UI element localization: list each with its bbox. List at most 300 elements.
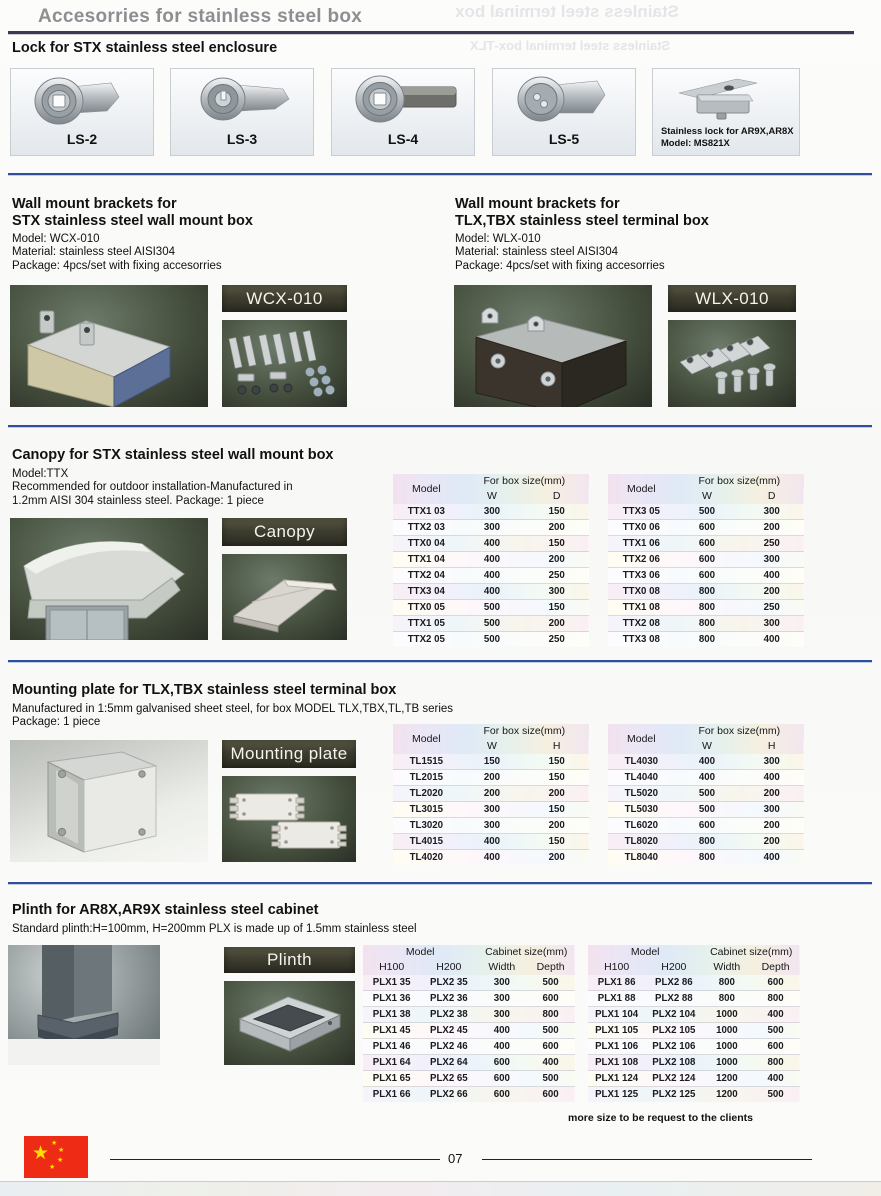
cell-value: 600 <box>477 1055 526 1071</box>
cell-model: PLX1 66 <box>363 1087 420 1103</box>
cell-value: 400 <box>460 536 525 552</box>
cell-model: PLX1 106 <box>588 1039 645 1055</box>
cell-model: TL4030 <box>624 756 658 767</box>
brackets-left-package: Package: 4pcs/set with fixing accesorries <box>12 259 222 272</box>
canopy-desc <box>12 468 293 508</box>
th-h200: H200 <box>436 961 462 973</box>
cell-value: 400 <box>739 850 804 866</box>
cell-value: 200 <box>524 520 589 536</box>
cell-value: 1200 <box>702 1087 751 1103</box>
cell-value: 500 <box>675 802 740 818</box>
cell-value: 400 <box>698 756 716 767</box>
cell-value: 400 <box>739 770 804 786</box>
brackets-right-plate: WLX-010 <box>668 285 796 312</box>
canopy-desc-line2: 1.2mm AISI 304 stainless steel. Package: 1 piece <box>12 494 264 507</box>
canopy-plate: Canopy <box>222 518 347 546</box>
cell-value: PLX2 86 <box>655 977 693 988</box>
cabinet-plinth-photo-icon <box>8 945 160 1065</box>
table-row <box>588 1071 800 1087</box>
cell-model: TL4040 <box>608 770 675 786</box>
table-row <box>393 802 589 818</box>
cell-model: PLX1 125 <box>588 1087 645 1103</box>
cell-value: 300 <box>763 506 780 517</box>
cell-value: 800 <box>675 632 740 648</box>
cell-model: TL3020 <box>393 818 460 834</box>
footer-rule-left <box>110 1159 440 1160</box>
canopy-photo <box>10 518 208 640</box>
cell-model: TTX0 08 <box>608 584 675 600</box>
cell-model: PLX1 38 <box>363 1007 420 1023</box>
th-group: Cabinet size(mm) <box>485 946 568 958</box>
lock-card-ls4 <box>331 68 475 156</box>
footer-rule-right <box>482 1159 812 1160</box>
flag-star-4: ★ <box>49 1164 56 1171</box>
terminal-box-open-photo-icon <box>10 740 208 862</box>
th-width: Width <box>713 961 741 973</box>
flag-star-2: ★ <box>58 1147 65 1154</box>
th-depth: Depth <box>761 961 790 973</box>
table-row <box>393 616 589 632</box>
canopy-table-right-body <box>608 504 804 647</box>
brackets-left-model: Model: WCX-010 <box>12 233 100 245</box>
cell-value: 400 <box>526 1055 575 1071</box>
table-row <box>393 600 589 616</box>
cell-value: 400 <box>460 584 525 600</box>
mounting-desc-line2: Package: 1 piece <box>12 716 101 729</box>
cell-value: 150 <box>548 756 565 767</box>
cell-value: 500 <box>526 1023 575 1039</box>
cell-value: 800 <box>526 1007 575 1023</box>
plinth-product-photo <box>224 981 355 1065</box>
mounting-desc-line1: Manufactured in 1:5mm galvanised sheet steel, for box MODEL TLX,TBX,TL,TB series <box>12 703 454 715</box>
cell-model: TTX2 04 <box>393 568 460 584</box>
cell-value: PLX2 64 <box>420 1055 477 1071</box>
cell-value: PLX2 65 <box>420 1071 477 1087</box>
th-group: For box size(mm) <box>698 725 781 737</box>
table-row <box>393 536 589 552</box>
th-width: Width <box>488 961 516 973</box>
table-row <box>608 520 804 536</box>
canopy-model: Model:TTX <box>12 468 69 480</box>
cell-value: 200 <box>739 834 804 850</box>
table-row <box>393 754 589 770</box>
table-row <box>608 802 804 818</box>
cell-value: 400 <box>739 568 804 584</box>
mounting-desc <box>12 703 453 730</box>
cell-value: 300 <box>739 802 804 818</box>
cell-value: 200 <box>739 786 804 802</box>
ghost-text-2: Stainless steel terminal box-TLX <box>470 38 671 53</box>
th-model: Model <box>412 732 441 745</box>
mounting-table-left-body <box>393 754 589 865</box>
cell-value: 500 <box>675 786 740 802</box>
table-row <box>588 1023 800 1039</box>
cell-model: TTX2 05 <box>393 632 460 648</box>
footer-note: more size to be request to the clients <box>568 1112 753 1124</box>
brackets-right-title-line1: Wall mount brackets for <box>455 196 620 212</box>
canopy-on-box-photo-icon <box>10 518 208 640</box>
cell-model: PLX1 88 <box>588 991 645 1007</box>
cell-value: 250 <box>524 632 589 648</box>
cell-model: TTX1 03 <box>407 506 445 517</box>
cell-value: 400 <box>739 632 804 648</box>
plinth-plate: Plinth <box>224 947 355 973</box>
flag-star-1: ★ <box>51 1140 58 1147</box>
table-row <box>608 786 804 802</box>
section-divider-3 <box>8 660 872 662</box>
cell-model: PLX1 108 <box>588 1055 645 1071</box>
th-group: For box size(mm) <box>483 725 566 737</box>
cell-value: 800 <box>675 584 740 600</box>
plinth-table-right-body <box>588 975 800 1102</box>
cell-value: 600 <box>675 568 740 584</box>
cell-value: 600 <box>675 818 740 834</box>
table-row <box>363 1007 575 1023</box>
cell-model: TL8020 <box>608 834 675 850</box>
table-row <box>393 818 589 834</box>
table-row <box>608 536 804 552</box>
th-h200: H200 <box>661 961 687 973</box>
table-row <box>393 632 589 648</box>
cell-value: 300 <box>460 802 525 818</box>
lock-special-line2: Model: MS821X <box>661 136 730 148</box>
brackets-right-package: Package: 4pcs/set with fixing accesorries <box>455 259 665 272</box>
cell-model: PLX1 65 <box>363 1071 420 1087</box>
cell-model: PLX1 45 <box>363 1023 420 1039</box>
lock-card-ls5 <box>492 68 636 156</box>
cell-value: 400 <box>460 568 525 584</box>
cell-value: 600 <box>767 977 784 988</box>
page-bottom-band <box>0 1181 881 1196</box>
cell-value: 600 <box>675 552 740 568</box>
cell-model: PLX1 105 <box>588 1023 645 1039</box>
th-w: W <box>702 740 712 752</box>
th-d: D <box>767 490 776 502</box>
mounting-table-left <box>393 724 589 865</box>
cell-model: TL8040 <box>608 850 675 866</box>
brackets-left-specs <box>12 233 222 273</box>
mounting-title: Mounting plate for TLX,TBX stainless steel terminal box <box>12 682 397 698</box>
cell-model: TTX2 06 <box>608 552 675 568</box>
lock-bar-photo-icon <box>653 71 799 129</box>
th-group: For box size(mm) <box>483 475 566 487</box>
cell-model: TTX2 03 <box>393 520 460 536</box>
cell-model: TTX0 05 <box>393 600 460 616</box>
cell-value: PLX2 38 <box>420 1007 477 1023</box>
brackets-right-photo <box>454 285 652 407</box>
cell-value: 800 <box>675 600 740 616</box>
cell-value: 300 <box>483 506 501 517</box>
cell-value: 800 <box>675 850 740 866</box>
lock-photo-icon <box>11 71 153 135</box>
mounting-plate-label: Mounting plate <box>222 740 356 768</box>
lock-photo-icon <box>493 71 635 135</box>
table-row <box>608 616 804 632</box>
cell-value: 500 <box>460 600 525 616</box>
lock-label: LS-2 <box>66 131 98 147</box>
cell-model: TTX1 04 <box>393 552 460 568</box>
cell-model: PLX1 35 <box>372 977 411 988</box>
cell-value: PLX2 36 <box>420 991 477 1007</box>
table-row <box>608 632 804 648</box>
table-row <box>588 975 800 991</box>
bracket-parts-photo-icon <box>668 320 796 407</box>
locks-section-title: Lock for STX stainless steel enclosure <box>12 40 278 56</box>
page-number: 07 <box>448 1151 463 1166</box>
cell-value: 800 <box>751 991 800 1007</box>
plinth-desc: Standard plinth:H=100mm, H=200mm PLX is made up of 1.5mm stainless steel <box>12 923 417 935</box>
table-row <box>363 1071 575 1087</box>
table-row <box>608 568 804 584</box>
cell-value: 400 <box>477 1039 526 1055</box>
cell-value: 800 <box>702 991 751 1007</box>
lock-card-ls3 <box>170 68 314 156</box>
cell-value: 300 <box>763 756 780 767</box>
th-d: D <box>552 490 561 502</box>
cell-value: 600 <box>477 1087 526 1103</box>
table-row <box>393 568 589 584</box>
cell-value: 1200 <box>702 1071 751 1087</box>
cell-model: TTX3 08 <box>608 632 675 648</box>
cell-value: 500 <box>751 1087 800 1103</box>
table-row <box>588 991 800 1007</box>
brackets-left-title <box>12 196 253 230</box>
table-row <box>588 1087 800 1103</box>
cell-value: 1000 <box>702 1039 751 1055</box>
table-row <box>588 1007 800 1023</box>
cell-value: 150 <box>524 536 589 552</box>
cell-model: PLX1 104 <box>588 1007 645 1023</box>
th-group: Cabinet size(mm) <box>710 946 793 958</box>
cell-value: 400 <box>460 850 525 866</box>
lock-special-caption <box>661 125 794 148</box>
plinth-table-left-body <box>363 975 575 1102</box>
cell-model: TTX3 04 <box>393 584 460 600</box>
brackets-left-title-line2: STX stainless steel wall mount box <box>12 213 253 229</box>
brackets-right-title-line2: TLX,TBX stainless steel terminal box <box>455 213 709 229</box>
cell-model: TTX1 05 <box>393 616 460 632</box>
brackets-left-plate: WCX-010 <box>222 285 347 312</box>
wall-mount-box-photo-icon <box>10 285 208 407</box>
cell-value: PLX2 106 <box>645 1039 702 1055</box>
cell-value: 800 <box>751 1055 800 1071</box>
table-row <box>363 1087 575 1103</box>
cell-value: 150 <box>548 506 565 517</box>
cell-value: PLX2 105 <box>645 1023 702 1039</box>
cell-value: 250 <box>524 568 589 584</box>
cell-model: PLX1 64 <box>363 1055 420 1071</box>
canopy-sheet-photo-icon <box>222 554 347 640</box>
page-title: Accesorries for stainless steel box <box>38 6 363 27</box>
cell-value: 1000 <box>702 1055 751 1071</box>
table-row <box>393 584 589 600</box>
cell-value: 200 <box>460 786 525 802</box>
cell-model: TTX0 04 <box>393 536 460 552</box>
plinth-table-left <box>363 945 575 1102</box>
cell-value: PLX2 35 <box>430 977 468 988</box>
section-divider-4 <box>8 882 872 884</box>
plinth-title: Plinth for AR8X,AR9X stainless steel cabinet <box>12 902 319 918</box>
cell-value: 300 <box>493 977 510 988</box>
table-row <box>393 786 589 802</box>
table-row <box>608 850 804 866</box>
cell-value: 500 <box>460 616 525 632</box>
cell-value: 300 <box>739 552 804 568</box>
cell-value: 500 <box>751 1023 800 1039</box>
cell-value: 1000 <box>702 1023 751 1039</box>
th-h: H <box>767 740 776 752</box>
table-row <box>393 520 589 536</box>
table-row <box>608 504 804 520</box>
cell-value: 300 <box>460 818 525 834</box>
header-rule <box>8 31 854 34</box>
ghost-text-1: Stainless steel terminal box <box>455 2 679 21</box>
lock-special-line1: Stainless lock for AR9X,AR8X <box>661 125 794 136</box>
lock-card-ls2 <box>10 68 154 156</box>
cell-value: 200 <box>739 818 804 834</box>
lock-photo-icon <box>171 71 313 135</box>
cell-value: 200 <box>739 520 804 536</box>
th-model: Model <box>627 732 656 745</box>
cell-model: PLX1 46 <box>363 1039 420 1055</box>
cell-value: 300 <box>524 584 589 600</box>
th-group: For box size(mm) <box>698 475 781 487</box>
cell-value: 200 <box>739 584 804 600</box>
table-row <box>608 552 804 568</box>
th-depth: Depth <box>536 961 565 973</box>
mounting-table-right-body <box>608 754 804 865</box>
china-flag-icon <box>24 1136 88 1178</box>
th-model: Model <box>627 482 656 495</box>
cell-value: 800 <box>675 834 740 850</box>
lock-label: LS-5 <box>548 131 580 147</box>
cell-value: PLX2 45 <box>420 1023 477 1039</box>
cell-value: 400 <box>477 1023 526 1039</box>
th-h: H <box>552 740 561 752</box>
cell-value: PLX2 46 <box>420 1039 477 1055</box>
cell-value: 500 <box>542 977 559 988</box>
cell-value: 600 <box>526 991 575 1007</box>
brackets-left-photo <box>10 285 208 407</box>
cell-model: TL3015 <box>393 802 460 818</box>
mounting-product-photo <box>222 776 356 862</box>
brackets-right-title <box>455 196 709 230</box>
cell-model: TL4015 <box>393 834 460 850</box>
cell-model: TL5030 <box>608 802 675 818</box>
brackets-right-model: Model: WLX-010 <box>455 233 541 245</box>
cell-value: 500 <box>460 632 525 648</box>
cell-value: PLX2 88 <box>645 991 702 1007</box>
table-row <box>363 991 575 1007</box>
th-w: W <box>487 490 497 502</box>
canopy-title: Canopy for STX stainless steel wall mount box <box>12 447 334 463</box>
cell-value: 600 <box>751 1039 800 1055</box>
cell-model: PLX1 124 <box>588 1071 645 1087</box>
cell-model: TTX0 06 <box>608 520 675 536</box>
cell-value: 200 <box>460 770 525 786</box>
section-divider-2 <box>8 425 872 427</box>
cell-model: TTX3 06 <box>608 568 675 584</box>
th-h100: H100 <box>604 961 630 973</box>
cell-model: TTX1 08 <box>608 600 675 616</box>
lock-card-ms821x <box>652 68 800 156</box>
cell-value: 600 <box>675 536 740 552</box>
flag-star-big: ★ <box>32 1143 50 1164</box>
flag-star-3: ★ <box>57 1157 64 1164</box>
cell-model: TL4020 <box>393 850 460 866</box>
cell-model: TL5020 <box>608 786 675 802</box>
cell-value: PLX2 124 <box>645 1071 702 1087</box>
lock-label: LS-4 <box>387 131 419 147</box>
th-model: Model <box>630 946 660 958</box>
cell-value: 400 <box>675 770 740 786</box>
cell-value: 600 <box>526 1087 575 1103</box>
cell-value: PLX2 104 <box>645 1007 702 1023</box>
mounting-table-right <box>608 724 804 865</box>
brackets-left-material: Material: stainless steel AISI304 <box>12 246 175 259</box>
cell-value: 300 <box>460 520 525 536</box>
cell-value: 600 <box>477 1071 526 1087</box>
th-h100: H100 <box>379 961 405 973</box>
cell-value: 200 <box>524 850 589 866</box>
cell-value: 200 <box>524 786 589 802</box>
table-row <box>588 1055 800 1071</box>
lock-photo-icon <box>332 71 474 135</box>
cell-value: 600 <box>675 520 740 536</box>
cell-value: 1000 <box>702 1007 751 1023</box>
cell-value: 600 <box>526 1039 575 1055</box>
cell-model: TTX2 08 <box>608 616 675 632</box>
bracket-parts-photo-icon <box>222 320 347 407</box>
plinth-frame-photo-icon <box>224 981 355 1065</box>
cell-value: 400 <box>751 1007 800 1023</box>
cell-model: TL2015 <box>393 770 460 786</box>
cell-value: 200 <box>524 616 589 632</box>
canopy-desc-line1: Recommended for outdoor installation-Manufactured in <box>12 481 293 494</box>
mounting-plates-photo-icon <box>222 776 356 862</box>
cell-value: 500 <box>526 1071 575 1087</box>
cell-value: 150 <box>483 756 501 767</box>
table-row <box>608 770 804 786</box>
cell-value: 200 <box>524 552 589 568</box>
brackets-right-specs <box>455 233 665 273</box>
th-model: Model <box>405 946 435 958</box>
th-model: Model <box>412 482 441 495</box>
lock-label: LS-3 <box>226 131 258 147</box>
cell-value: 300 <box>477 991 526 1007</box>
cell-value: 400 <box>751 1071 800 1087</box>
table-row <box>393 770 589 786</box>
cell-value: 150 <box>524 600 589 616</box>
cell-value: 800 <box>718 977 735 988</box>
terminal-box-photo-icon <box>454 285 652 407</box>
table-row <box>393 552 589 568</box>
table-row <box>608 834 804 850</box>
th-w: W <box>487 740 497 752</box>
plinth-table-right <box>588 945 800 1102</box>
table-row <box>393 850 589 866</box>
cell-value: 150 <box>524 770 589 786</box>
canopy-table-left <box>393 474 589 647</box>
cell-model: TTX3 05 <box>622 506 660 517</box>
table-row <box>608 584 804 600</box>
table-row <box>608 818 804 834</box>
cell-value: PLX2 66 <box>420 1087 477 1103</box>
cell-model: PLX1 36 <box>363 991 420 1007</box>
cell-model: TL6020 <box>608 818 675 834</box>
brackets-right-accessories-photo <box>668 320 796 407</box>
cell-value: 300 <box>739 616 804 632</box>
